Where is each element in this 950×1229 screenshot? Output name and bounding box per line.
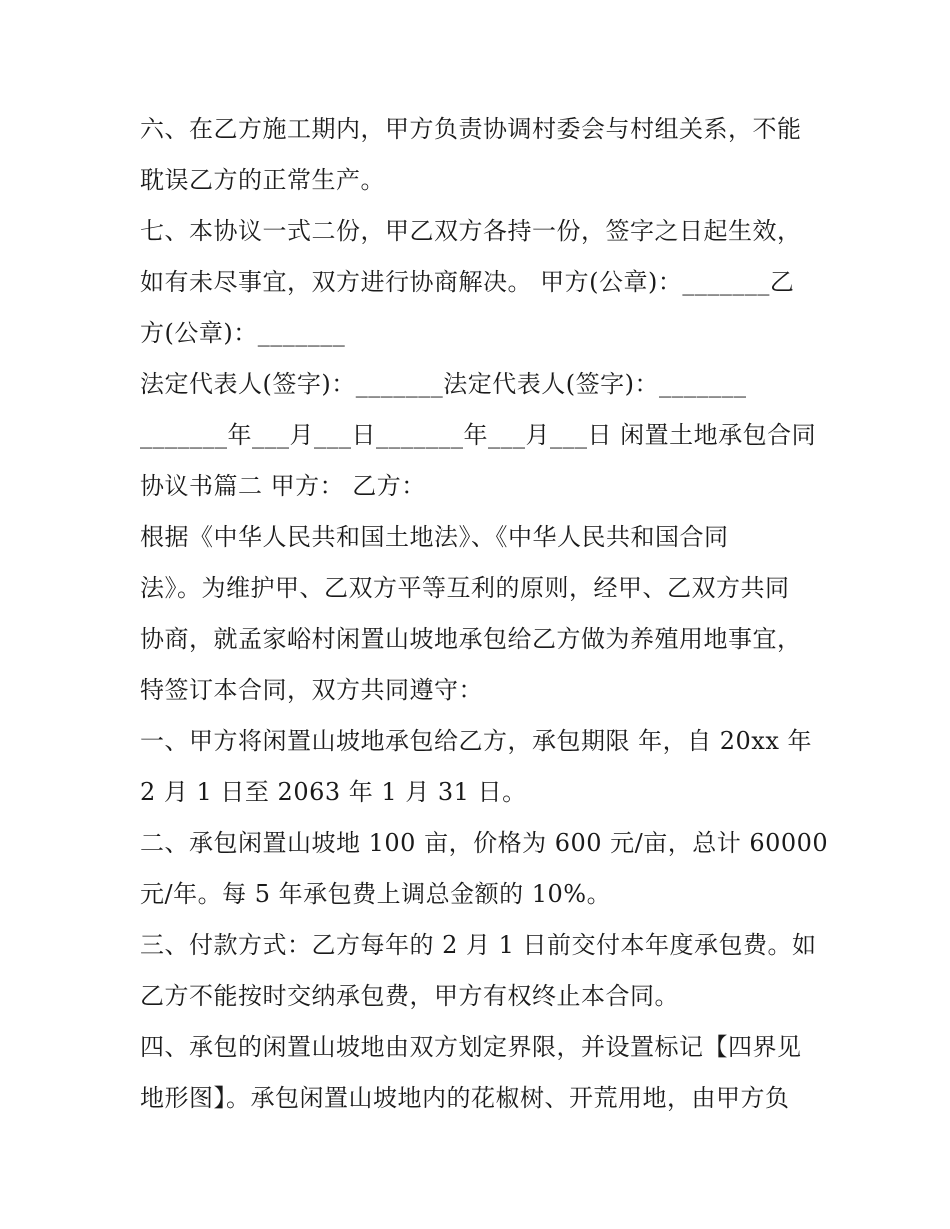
text-line: 根据《中华人民共和国土地法》、《中华人民共和国合同 xyxy=(140,523,729,551)
text-line: 三、付款方式：乙方每年的 2 月 1 日前交付本年度承包费。如 xyxy=(140,931,817,959)
text-line: 耽误乙方的正常生产。 xyxy=(140,166,385,194)
text-line: 如有未尽事宜，双方进行协商解决。 甲方(公章)：_______乙 xyxy=(140,268,795,296)
text-line: 2 月 1 日至 2063 年 1 月 31 日。 xyxy=(140,778,527,806)
text-line: _______年___月___日_______年___月___日 闲置土地承包合同 xyxy=(140,421,817,449)
text-line: 协商，就孟家峪村闲置山坡地承包给乙方做为养殖用地事宜， xyxy=(140,625,802,653)
text-line: 六、在乙方施工期内，甲方负责协调村委会与村组关系，不能 xyxy=(140,115,802,143)
text-line: 四、承包的闲置山坡地由双方划定界限，并设置标记【四界见 xyxy=(140,1033,802,1061)
contract-text xyxy=(140,104,829,1124)
text-line: 乙方不能按时交纳承包费，甲方有权终止本合同。 xyxy=(140,982,679,1010)
text-line: 法定代表人(签字)：_______法定代表人(签字)：_______ xyxy=(140,370,747,398)
text-line: 地形图】。承包闲置山坡地内的花椒树、开荒用地，由甲方负 xyxy=(140,1084,790,1112)
text-line: 法》。为维护甲、乙双方平等互利的原则，经甲、乙双方共同 xyxy=(140,574,790,602)
text-line: 元/年。每 5 年承包费上调总金额的 10%。 xyxy=(140,880,612,908)
text-line: 二、承包闲置山坡地 100 亩，价格为 600 元/亩，总计 60000 xyxy=(140,829,829,857)
text-line: 协议书篇二 甲方： 乙方： xyxy=(140,472,426,500)
text-line: 一、甲方将闲置山坡地承包给乙方，承包期限 年，自 20xx 年 xyxy=(140,727,812,755)
text-line: 七、本协议一式二份，甲乙双方各持一份，签字之日起生效， xyxy=(140,217,802,245)
text-line: 方(公章)：_______ xyxy=(140,319,346,347)
text-line: 特签订本合同，双方共同遵守： xyxy=(140,676,483,704)
